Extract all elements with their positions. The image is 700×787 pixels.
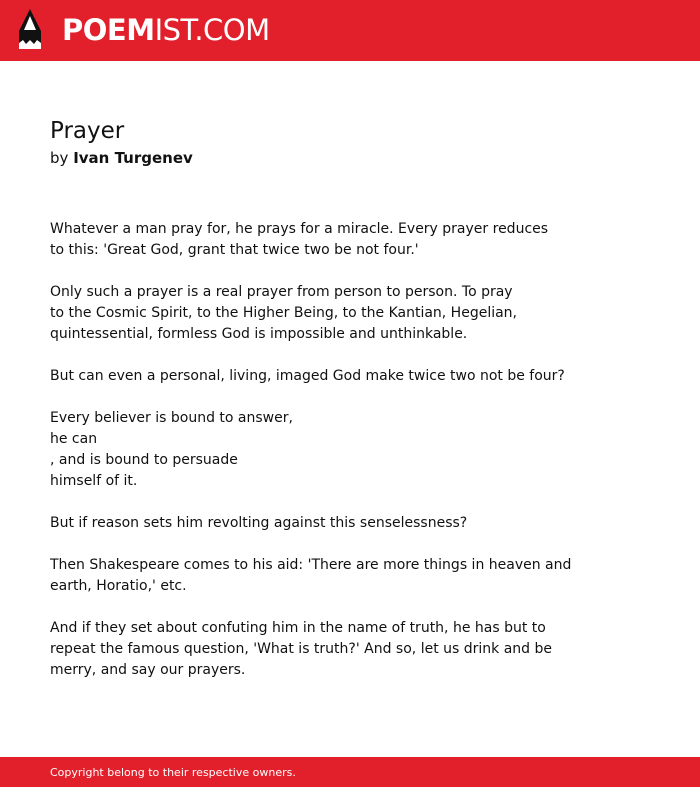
site-footer [0, 757, 700, 787]
poem-stanza [50, 555, 570, 597]
pen-nib-icon[interactable] [17, 9, 43, 51]
poem-line: himself of it. [50, 473, 138, 489]
poem-line: Whatever a man pray for, he prays for a miracle. Every prayer reduces [50, 221, 549, 237]
poem-line: merry, and say our prayers. [50, 662, 246, 678]
poem-line: , and is bound to persuade [50, 452, 238, 468]
poem-line: Then Shakespeare comes to his aid: 'There are more things in heaven and [50, 557, 572, 573]
poem-stanza [50, 408, 570, 492]
site-header [0, 0, 700, 61]
poem-line: to this: 'Great God, grant that twice two be not four.' [50, 242, 419, 258]
poem-line: repeat the famous question, 'What is truth?' And so, let us drink and be [50, 641, 553, 657]
poem-byline [50, 148, 193, 169]
poem-stanza [50, 282, 570, 345]
poem-line: to the Cosmic Spirit, to the Higher Being, to the Kantian, Hegelian, [50, 305, 518, 321]
poem-stanza [50, 618, 570, 681]
poem-line: But can even a personal, living, imaged God make twice two not be four? [50, 368, 565, 384]
logo-strong-text: POEM [62, 13, 155, 47]
poem-title: Prayer [50, 118, 125, 144]
poem-line: Every believer is bound to answer, [50, 410, 293, 426]
site-logo[interactable] [62, 11, 270, 49]
poem-author: Ivan Turgenev [73, 149, 193, 167]
poem-line: earth, Horatio,' etc. [50, 578, 187, 594]
poem-line: Only such a prayer is a real prayer from person to person. To pray [50, 284, 513, 300]
poem-body [50, 219, 570, 702]
by-label: by [50, 149, 69, 167]
poem-line: But if reason sets him revolting against this senselessness? [50, 515, 468, 531]
poem-stanza [50, 513, 570, 534]
poem-line: quintessential, formless God is impossible and unthinkable. [50, 326, 468, 342]
poem-stanza [50, 219, 570, 261]
copyright-notice: Copyright belong to their respective owners. [50, 766, 296, 779]
poem-stanza [50, 366, 570, 387]
logo-light-text: IST.COM [154, 13, 270, 47]
poem-line: And if they set about confuting him in the name of truth, he has but to [50, 620, 546, 636]
poem-line: he can [50, 431, 98, 447]
